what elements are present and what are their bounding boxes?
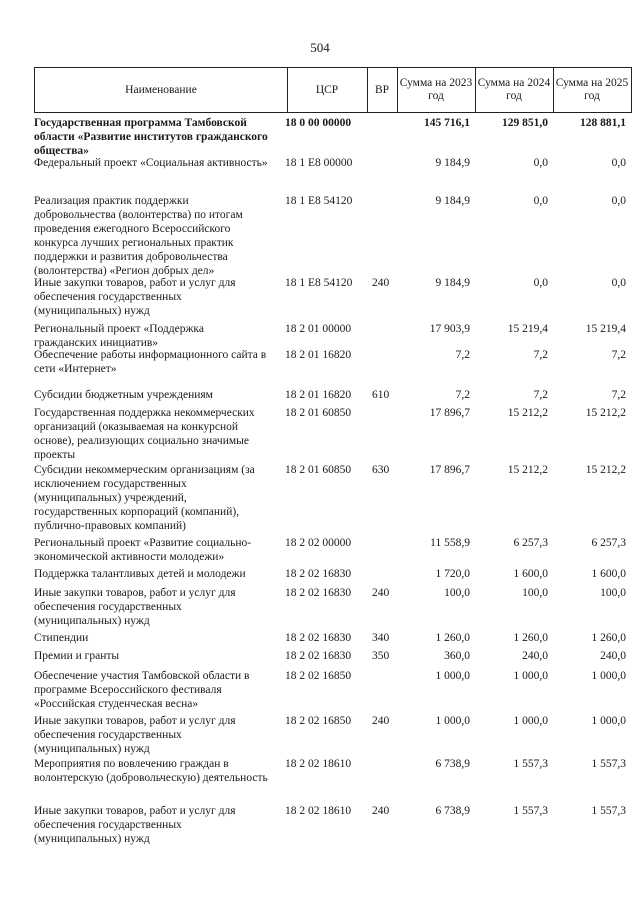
cell-s2025: 1 260,0	[591, 632, 626, 644]
cell-s2025: 15 212,2	[585, 407, 626, 419]
cell-s2025: 1 557,3	[591, 758, 626, 770]
cell-s2025: 0,0	[611, 195, 626, 207]
cell-name: Региональный проект «Развитие социально-экономической активности молодежи»	[34, 537, 252, 563]
cell-s2024: 15 212,2	[507, 407, 548, 419]
cell-s2024: 7,2	[533, 349, 548, 361]
cell-name: Субсидии некоммерческим организациям (за исключением государственных (муниципальных) учреждений, государственных корпораций (компаний), публично-правовых компаний)	[34, 464, 255, 532]
cell-name: Государственная поддержка некоммерческих организаций (оказываемая на конкурсной основе), реализующих социально значимые проекты	[34, 407, 255, 461]
cell-vr: 630	[372, 464, 390, 476]
cell-name: Региональный проект «Поддержка гражданских инициатив»	[34, 323, 204, 349]
header-2023: Сумма на 2023 год	[399, 77, 473, 102]
cell-vr: 350	[372, 650, 390, 662]
cell-csr: 18 2 02 16850	[285, 715, 352, 727]
cell-s2024: 1 000,0	[513, 670, 548, 682]
cell-csr: 18 2 01 60850	[285, 407, 352, 419]
cell-csr: 18 2 02 18610	[285, 805, 352, 817]
cell-vr: 240	[372, 587, 390, 599]
cell-name: Субсидии бюджетным учреждениям	[34, 389, 213, 401]
cell-s2023: 6 738,9	[435, 758, 470, 770]
cell-csr: 18 1 E8 00000	[285, 157, 353, 169]
cell-s2023: 1 000,0	[435, 715, 470, 727]
cell-vr: 610	[372, 389, 390, 401]
cell-name: Государственная программа Тамбовской области «Развитие институтов гражданского общества»	[34, 117, 268, 157]
cell-name: Иные закупки товаров, работ и услуг для обеспечения государственных (муниципальных) нужд	[34, 805, 236, 845]
cell-s2025: 0,0	[611, 157, 626, 169]
cell-s2023: 11 558,9	[430, 537, 470, 549]
cell-s2023: 145 716,1	[424, 117, 470, 129]
cell-s2025: 7,2	[611, 389, 626, 401]
cell-csr: 18 2 02 16830	[285, 632, 352, 644]
cell-s2024: 1 000,0	[513, 715, 548, 727]
cell-s2023: 100,0	[444, 587, 470, 599]
cell-csr: 18 2 01 16820	[285, 349, 352, 361]
cell-name: Федеральный проект «Социальная активность»	[34, 157, 268, 169]
cell-name: Поддержка талантливых детей и молодежи	[34, 568, 246, 580]
cell-name: Реализация практик поддержки добровольчества (волонтерства) по итогам проведения ежегодного Всероссийского конкурса лучших региональных практик поддержки и развития добровольчества (волонтерства) «Регион добрых дел»	[34, 195, 243, 277]
cell-s2025: 128 881,1	[580, 117, 626, 129]
cell-s2024: 6 257,3	[513, 537, 548, 549]
cell-s2024: 240,0	[522, 650, 548, 662]
cell-name: Обеспечение работы информационного сайта в сети «Интернет»	[34, 349, 267, 375]
cell-s2025: 1 000,0	[591, 715, 626, 727]
cell-name: Мероприятия по вовлечению граждан в волонтерскую (добровольческую) деятельность	[34, 758, 268, 784]
cell-s2023: 1 000,0	[435, 670, 470, 682]
cell-csr: 18 1 E8 54120	[285, 277, 353, 289]
cell-csr: 18 1 E8 54120	[285, 195, 353, 207]
cell-csr: 18 2 01 60850	[285, 464, 352, 476]
cell-s2023: 9 184,9	[435, 195, 470, 207]
cell-s2025: 1 000,0	[591, 670, 626, 682]
header-2025: Сумма на 2025 год	[555, 77, 629, 102]
cell-s2023: 7,2	[455, 389, 470, 401]
header-csr: ЦСР	[315, 83, 339, 96]
cell-name: Стипендии	[34, 632, 89, 644]
cell-s2023: 17 896,7	[429, 464, 470, 476]
cell-s2024: 15 219,4	[507, 323, 548, 335]
cell-csr: 18 2 02 00000	[285, 537, 352, 549]
cell-s2024: 1 557,3	[513, 805, 548, 817]
header-name: Наименование	[125, 83, 197, 96]
cell-s2023: 9 184,9	[435, 157, 470, 169]
page-number: 504	[310, 40, 330, 55]
cell-s2024: 7,2	[533, 389, 548, 401]
cell-s2025: 100,0	[600, 587, 626, 599]
cell-s2024: 0,0	[533, 195, 548, 207]
cell-s2023: 360,0	[444, 650, 470, 662]
cell-s2024: 0,0	[533, 157, 548, 169]
cell-csr: 18 2 02 18610	[285, 758, 352, 770]
cell-name: Обеспечение участия Тамбовской области в программе Всероссийского фестиваля «Российская студенческая весна»	[34, 670, 250, 710]
cell-s2024: 1 260,0	[513, 632, 548, 644]
cell-csr: 18 2 01 16820	[285, 389, 352, 401]
cell-csr: 18 2 02 16830	[285, 568, 352, 580]
cell-s2023: 1 720,0	[435, 568, 470, 580]
header-2024: Сумма на 2024 год	[477, 77, 551, 102]
cell-s2024: 15 212,2	[507, 464, 548, 476]
cell-name: Иные закупки товаров, работ и услуг для обеспечения государственных (муниципальных) нужд	[34, 587, 236, 627]
cell-csr: 18 2 02 16830	[285, 650, 352, 662]
cell-s2025: 15 219,4	[585, 323, 626, 335]
cell-name: Иные закупки товаров, работ и услуг для обеспечения государственных (муниципальных) нужд	[34, 277, 236, 317]
cell-s2023: 6 738,9	[435, 805, 470, 817]
cell-csr: 18 0 00 00000	[285, 117, 352, 129]
cell-vr: 340	[372, 632, 390, 644]
cell-name: Иные закупки товаров, работ и услуг для обеспечения государственных (муниципальных) нужд	[34, 715, 236, 755]
cell-s2025: 15 212,2	[585, 464, 626, 476]
cell-s2025: 7,2	[611, 349, 626, 361]
cell-name: Премии и гранты	[34, 650, 120, 662]
cell-csr: 18 2 02 16830	[285, 587, 352, 599]
cell-s2023: 17 903,9	[429, 323, 470, 335]
cell-csr: 18 2 01 00000	[285, 323, 352, 335]
table-header	[34, 67, 632, 113]
cell-vr: 240	[372, 277, 390, 289]
cell-s2025: 1 557,3	[591, 805, 626, 817]
cell-s2024: 0,0	[533, 277, 548, 289]
header-vr: ВР	[374, 83, 390, 96]
cell-s2025: 240,0	[600, 650, 626, 662]
cell-s2024: 1 557,3	[513, 758, 548, 770]
cell-s2023: 7,2	[455, 349, 470, 361]
cell-s2023: 1 260,0	[435, 632, 470, 644]
cell-s2025: 0,0	[611, 277, 626, 289]
cell-csr: 18 2 02 16850	[285, 670, 352, 682]
cell-vr: 240	[372, 805, 390, 817]
cell-s2025: 6 257,3	[591, 537, 626, 549]
cell-s2024: 1 600,0	[513, 568, 548, 580]
cell-s2023: 9 184,9	[435, 277, 470, 289]
cell-vr: 240	[372, 715, 390, 727]
cell-s2023: 17 896,7	[429, 407, 470, 419]
cell-s2024: 129 851,0	[502, 117, 548, 129]
cell-s2025: 1 600,0	[591, 568, 626, 580]
cell-s2024: 100,0	[522, 587, 548, 599]
